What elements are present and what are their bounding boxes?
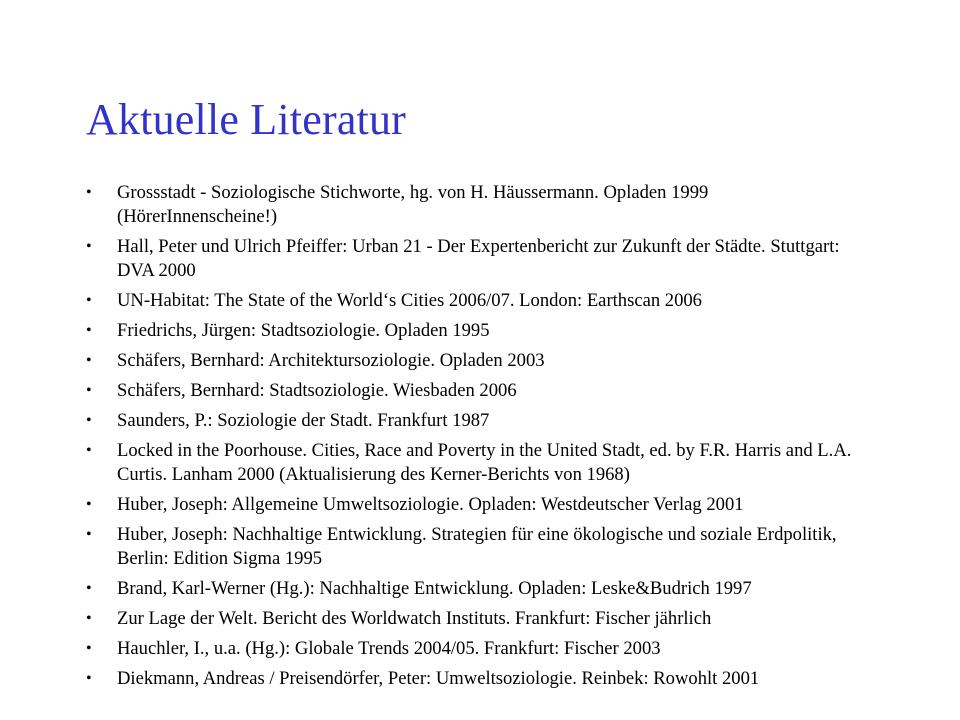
bullet-icon: • — [86, 352, 92, 369]
literature-item — [86, 319, 866, 343]
bullet-icon: • — [86, 184, 92, 201]
literature-item-text: Schäfers, Bernhard: Stadtsoziologie. Wiesbaden 2006 — [117, 380, 517, 401]
literature-item-text: Schäfers, Bernhard: Architektursoziologie. Opladen 2003 — [117, 350, 545, 371]
literature-item-text: Hauchler, I., u.a. (Hg.): Globale Trends 2004/05. Frankfurt: Fischer 2003 — [117, 638, 661, 659]
bullet-icon: • — [86, 580, 92, 597]
literature-item-text: Hall, Peter und Ulrich Pfeiffer: Urban 21 - Der Expertenbericht zur Zukunft der Städte. Stuttgart: DVA 2000 — [117, 236, 840, 281]
literature-item — [86, 379, 866, 403]
literature-item — [86, 289, 866, 313]
literature-item — [86, 439, 866, 487]
bullet-icon: • — [86, 496, 92, 513]
bullet-icon: • — [86, 640, 92, 657]
literature-item-text: UN-Habitat: The State of the World‘s Cities 2006/07. London: Earthscan 2006 — [117, 290, 702, 311]
literature-item — [86, 493, 866, 517]
slide-title: Aktuelle Literatur — [86, 95, 407, 144]
literature-item — [86, 181, 866, 229]
literature-item-text: Friedrichs, Jürgen: Stadtsoziologie. Opladen 1995 — [117, 320, 490, 341]
bullet-icon: • — [86, 322, 92, 339]
bullet-icon: • — [86, 412, 92, 429]
literature-item-text: Huber, Joseph: Nachhaltige Entwicklung. Strategien für eine ökologische und soziale Erdpolitik, Berlin: Edition Sigma 1995 — [117, 524, 837, 569]
literature-item — [86, 607, 866, 631]
literature-item — [86, 637, 866, 661]
bullet-icon: • — [86, 382, 92, 399]
literature-item-text: Brand, Karl-Werner (Hg.): Nachhaltige Entwicklung. Opladen: Leske&Budrich 1997 — [117, 578, 752, 599]
literature-item-text: Saunders, P.: Soziologie der Stadt. Frankfurt 1987 — [117, 410, 490, 431]
literature-item — [86, 523, 866, 571]
literature-item — [86, 667, 866, 691]
literature-item-text: Diekmann, Andreas / Preisendörfer, Peter: Umweltsoziologie. Reinbek: Rowohlt 2001 — [117, 668, 760, 689]
bullet-icon: • — [86, 292, 92, 309]
literature-item-text: Huber, Joseph: Allgemeine Umweltsoziologie. Opladen: Westdeutscher Verlag 2001 — [117, 494, 744, 515]
bullet-icon: • — [86, 670, 92, 687]
literature-item — [86, 349, 866, 373]
bullet-icon: • — [86, 526, 92, 543]
literature-item — [86, 409, 866, 433]
bullet-icon: • — [86, 610, 92, 627]
literature-list — [86, 181, 866, 697]
bullet-icon: • — [86, 442, 92, 459]
literature-item — [86, 577, 866, 601]
literature-item-text: Zur Lage der Welt. Bericht des Worldwatch Instituts. Frankfurt: Fischer jährlich — [117, 608, 712, 629]
literature-item — [86, 235, 866, 283]
literature-item-text: Locked in the Poorhouse. Cities, Race and Poverty in the United Stadt, ed. by F.R. Harris and L.A. Curtis. Lanham 2000 (Aktualisierung des Kerner-Berichts von 1968) — [117, 440, 852, 485]
bullet-icon: • — [86, 238, 92, 255]
literature-item-text: Grossstadt - Soziologische Stichworte, hg. von H. Häussermann. Opladen 1999 (HörerInnenscheine!) — [117, 182, 709, 227]
